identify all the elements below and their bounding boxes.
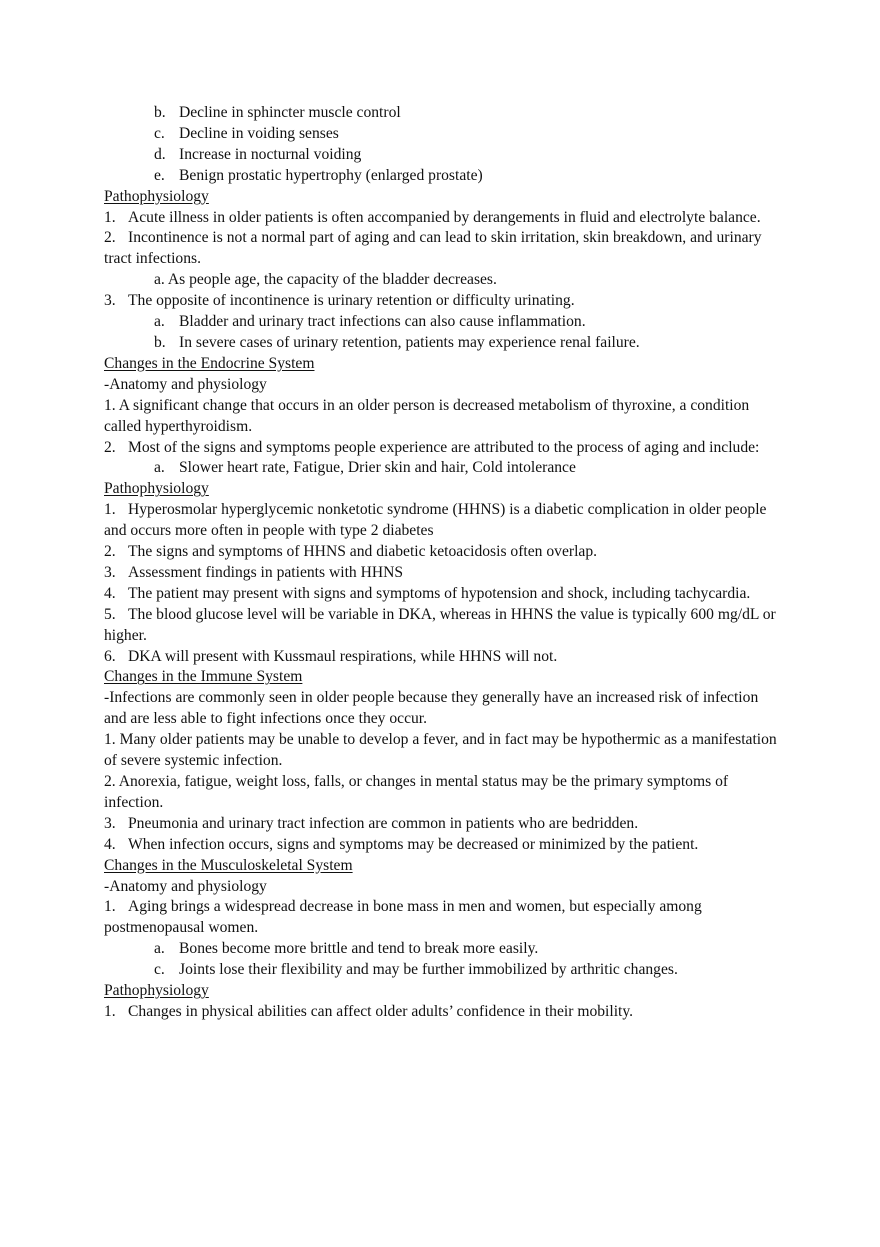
- item-number: 1.: [104, 898, 116, 916]
- item-number: 3.: [104, 814, 116, 832]
- paragraph: 1. Many older patients may be unable to develop a fever, and in fact may be hypothermic as a manifestation of severe systemic infection.: [104, 731, 777, 770]
- numbered-item: [104, 647, 784, 668]
- sub-item: [104, 103, 784, 124]
- item-number: 3.: [104, 292, 116, 310]
- item-text: Most of the signs and symptoms people experience are attributed to the process of aging and include:: [128, 438, 760, 456]
- item-number: 5.: [104, 605, 116, 623]
- item-text: When infection occurs, signs and symptoms may be decreased or minimized by the patient.: [128, 835, 699, 853]
- sub-item-letter: c.: [154, 961, 165, 979]
- sub-item-text: Increase in nocturnal voiding: [179, 145, 362, 163]
- sub-item: [104, 458, 784, 479]
- sub-item: [104, 333, 784, 354]
- numbered-item: [104, 291, 784, 312]
- sub-item-letter: d.: [154, 145, 166, 163]
- item-number: 6.: [104, 647, 116, 665]
- item-number: 2.: [104, 543, 116, 561]
- item-text: The patient may present with signs and symptoms of hypotension and shock, including tachycardia.: [128, 584, 751, 602]
- sub-item: [104, 960, 784, 981]
- paragraph: 1. A significant change that occurs in an older person is decreased metabolism of thyroxine, a condition called hyperthyroidism.: [104, 396, 750, 435]
- item-number: 4.: [104, 584, 116, 602]
- item-number: 3.: [104, 563, 116, 581]
- item-number: 1.: [104, 1002, 116, 1020]
- sub-item-letter: c.: [154, 124, 165, 142]
- sub-item-letter: b.: [154, 333, 166, 351]
- numbered-item: [104, 208, 784, 229]
- sub-item-letter: a.: [154, 459, 165, 477]
- sub-item: [104, 312, 784, 333]
- item-text: Acute illness in older patients is often accompanied by derangements in fluid and electrolyte balance.: [128, 208, 761, 226]
- sub-item-text: Decline in voiding senses: [179, 124, 339, 142]
- numbered-item: [104, 814, 784, 835]
- item-text: Assessment findings in patients with HHNS: [128, 563, 404, 581]
- sub-item: [104, 145, 784, 166]
- section-heading: Changes in the Immune System: [104, 668, 303, 686]
- sub-item-letter: a.: [154, 313, 165, 331]
- sub-item-letter: e.: [154, 166, 165, 184]
- paragraph: 2. Anorexia, fatigue, weight loss, falls, or changes in mental status may be the primary symptoms of infection.: [104, 773, 729, 811]
- numbered-item: [104, 835, 784, 856]
- section-heading: Pathophysiology: [104, 187, 209, 205]
- section-heading: Changes in the Musculoskeletal System: [104, 856, 353, 874]
- document-body: [104, 103, 784, 1023]
- sub-item-letter: b.: [154, 104, 166, 121]
- sub-item-text: Joints lose their flexibility and may be further immobilized by arthritic changes.: [179, 961, 678, 979]
- sub-item-text: Slower heart rate, Fatigue, Drier skin and hair, Cold intolerance: [179, 459, 576, 477]
- numbered-item: [104, 542, 784, 563]
- item-text: DKA will present with Kussmaul respirations, while HHNS will not.: [128, 647, 558, 665]
- sub-item-text: Bones become more brittle and tend to break more easily.: [179, 940, 539, 958]
- numbered-item: [104, 1002, 784, 1023]
- paragraph: -Anatomy and physiology: [104, 877, 267, 895]
- numbered-item: [104, 228, 784, 270]
- item-number: 1.: [104, 208, 116, 226]
- numbered-item: [104, 897, 784, 939]
- item-text: Incontinence is not a normal part of aging and can lead to skin irritation, skin breakdown, and urinary tract infections.: [104, 229, 762, 268]
- sub-item: a. As people age, the capacity of the bladder decreases.: [154, 271, 497, 289]
- item-text: Changes in physical abilities can affect older adults’ confidence in their mobility.: [128, 1002, 634, 1020]
- sub-item: [104, 124, 784, 145]
- sub-item: [104, 166, 784, 187]
- sub-item-text: Bladder and urinary tract infections can also cause inflammation.: [179, 313, 586, 331]
- item-text: Aging brings a widespread decrease in bone mass in men and women, but especially among postmenopausal women.: [104, 898, 702, 937]
- paragraph: -Infections are commonly seen in older people because they generally have an increased risk of infection and are less able to fight infections once they occur.: [104, 689, 759, 728]
- item-text: The signs and symptoms of HHNS and diabetic ketoacidosis often overlap.: [128, 543, 598, 561]
- numbered-item: [104, 605, 784, 647]
- item-text: The opposite of incontinence is urinary retention or difficulty urinating.: [128, 292, 575, 310]
- section-heading: Pathophysiology: [104, 982, 209, 1000]
- paragraph: -Anatomy and physiology: [104, 375, 267, 393]
- numbered-item: [104, 500, 784, 542]
- item-number: 1.: [104, 501, 116, 519]
- numbered-item: [104, 563, 784, 584]
- sub-item-letter: a.: [154, 940, 165, 958]
- section-heading: Changes in the Endocrine System: [104, 354, 315, 372]
- numbered-item: [104, 438, 784, 459]
- item-number: 4.: [104, 835, 116, 853]
- sub-item-text: Decline in sphincter muscle control: [179, 104, 401, 121]
- sub-item-text: Benign prostatic hypertrophy (enlarged prostate): [179, 166, 483, 184]
- section-heading: Pathophysiology: [104, 480, 209, 498]
- numbered-item: [104, 584, 784, 605]
- item-text: Hyperosmolar hyperglycemic nonketotic syndrome (HHNS) is a diabetic complication in older people and occurs more often in people with type 2 diabetes: [104, 501, 767, 540]
- sub-item-text: In severe cases of urinary retention, patients may experience renal failure.: [179, 333, 640, 351]
- sub-item: [104, 939, 784, 960]
- item-number: 2.: [104, 438, 116, 456]
- item-number: 2.: [104, 229, 116, 247]
- item-text: The blood glucose level will be variable in DKA, whereas in HHNS the value is typically 600 mg/dL or higher.: [104, 605, 776, 644]
- item-text: Pneumonia and urinary tract infection are common in patients who are bedridden.: [128, 814, 639, 832]
